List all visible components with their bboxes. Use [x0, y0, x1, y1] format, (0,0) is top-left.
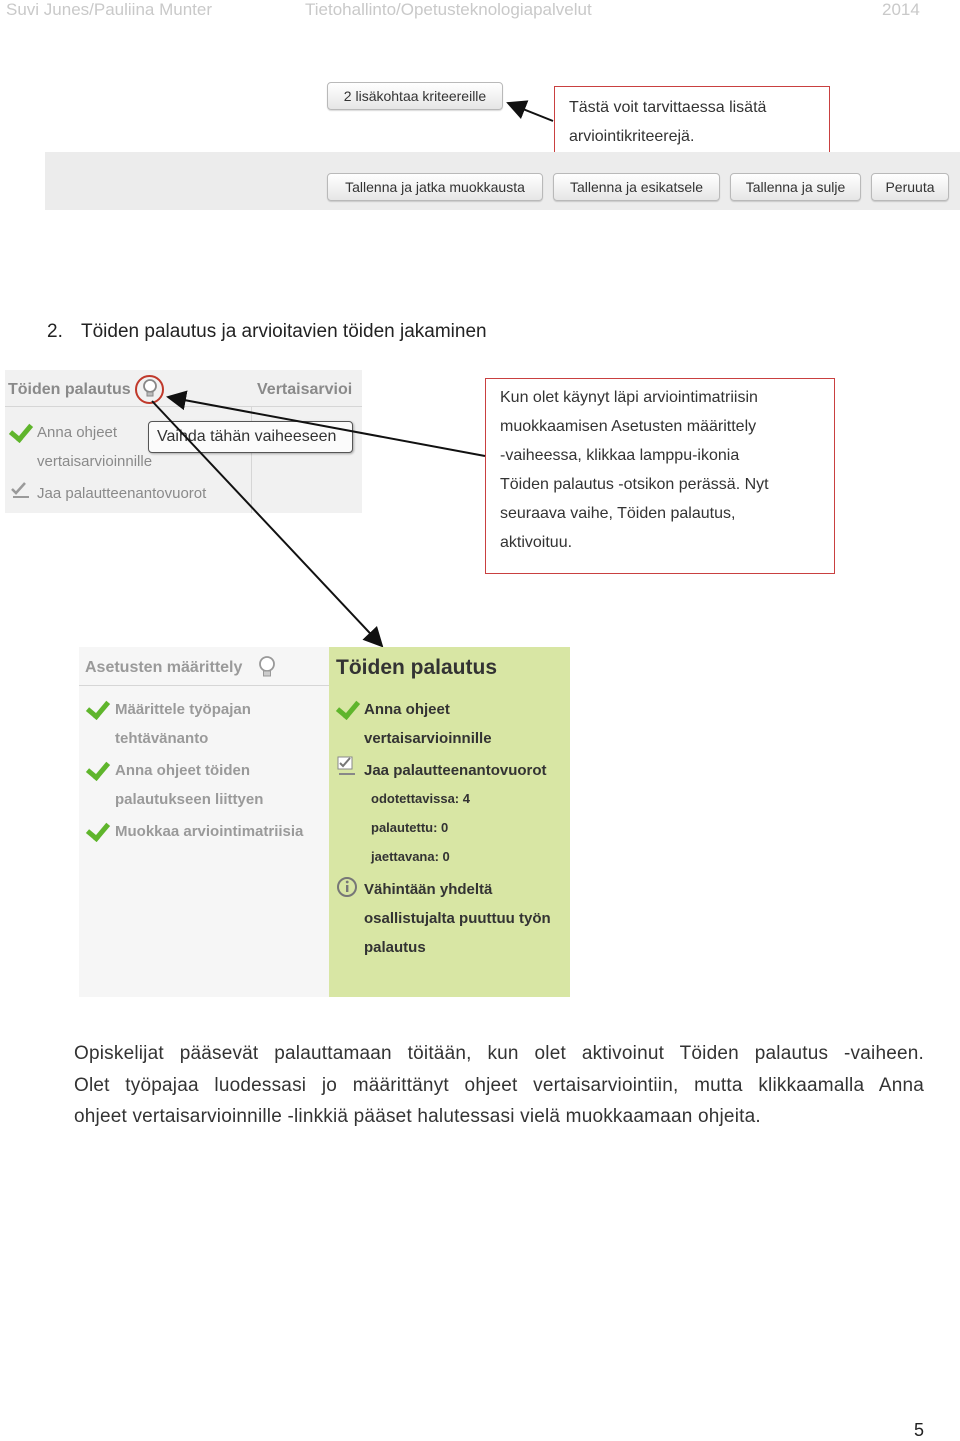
- check-icon: [86, 817, 110, 842]
- callout-line: arviointikriteerejä.: [569, 128, 695, 145]
- allocate-icon: [335, 755, 359, 777]
- warning-line: Vähintään yhdeltä: [364, 881, 493, 898]
- phase-submission-title: Töiden palautus: [336, 656, 498, 679]
- callout-line: seuraava vaihe, Töiden palautus,: [500, 505, 736, 522]
- header-divider: [79, 685, 329, 686]
- header-year: 2014: [882, 0, 920, 19]
- save-continue-button[interactable]: Tallenna ja jatka muokkausta: [327, 173, 543, 201]
- setup-item-3[interactable]: Muokkaa arviointimatriisia: [115, 823, 304, 840]
- arrow-to-lamp: [168, 397, 485, 456]
- allocate-link[interactable]: Jaa palautteenantovuorot: [37, 485, 207, 502]
- switch-phase-tooltip: Vaihda tähän vaiheeseen: [148, 421, 353, 453]
- page-number: 5: [913, 1420, 924, 1440]
- arrow-to-add-criteria: [508, 103, 553, 121]
- instructions-link-line2[interactable]: vertaisarvioinnille: [37, 453, 153, 470]
- lightbulb-icon[interactable]: [257, 655, 277, 679]
- paragraph-line: Opiskelijat pääsevät palauttamaan töitään, kun olet aktivoinut Töiden palautus -vaiheen.: [74, 1043, 924, 1064]
- info-icon: [336, 876, 358, 898]
- phase-setup-title[interactable]: Asetusten määrittely: [85, 659, 243, 676]
- stat-expected: odotettavissa: 4: [371, 791, 470, 806]
- submission-item-1[interactable]: Anna ohjeet: [364, 701, 450, 718]
- annotation-arrows: [0, 0, 960, 700]
- check-icon: [86, 756, 110, 781]
- header-department: Tietohallinto/Opetusteknologiapalvelut: [305, 0, 592, 19]
- setup-item-1[interactable]: Määrittele työpajan: [115, 701, 251, 718]
- callout-line: Kun olet käynyt läpi arviointimatriisin: [500, 389, 758, 406]
- callout-line: -vaiheessa, klikkaa lamppu-ikonia: [500, 447, 740, 464]
- setup-item-2-line2[interactable]: palautukseen liittyen: [115, 791, 264, 808]
- submission-item-1-line2[interactable]: vertaisarvioinnille: [364, 730, 492, 747]
- phase-setup-column: [79, 647, 330, 997]
- allocate-link[interactable]: Jaa palautteenantovuorot: [364, 762, 547, 779]
- check-icon: [336, 695, 360, 720]
- instructions-link[interactable]: Anna ohjeet: [37, 424, 118, 441]
- body-paragraph: [74, 1038, 924, 1133]
- save-close-button[interactable]: Tallenna ja sulje: [730, 173, 861, 201]
- setup-item-1-line2[interactable]: tehtävänanto: [115, 730, 209, 747]
- save-preview-button[interactable]: Tallenna ja esikatsele: [553, 173, 720, 201]
- large-screenshot: [79, 647, 570, 997]
- header-authors: Suvi Junes/Pauliina Munter: [6, 0, 213, 19]
- cancel-button[interactable]: Peruuta: [871, 173, 949, 201]
- callout-line: aktivoituu.: [500, 534, 573, 551]
- warning-line: osallistujalta puuttuu työn: [364, 910, 551, 927]
- paragraph-line: ohjeet vertaisarvioinnille -linkkiä pääset halutessasi vielä muokkaamaan ohjeita.: [74, 1106, 761, 1127]
- stat-submitted: palautettu: 0: [371, 820, 449, 835]
- section-number: 2.: [47, 321, 63, 342]
- setup-item-2[interactable]: Anna ohjeet töiden: [115, 762, 250, 779]
- stat-to-allocate: jaettavana: 0: [371, 849, 450, 864]
- paragraph-line: Olet työpajaa luodessasi jo määrittänyt ohjeet vertaisarviointiin, mutta klikkaamalla Anna: [74, 1074, 924, 1096]
- add-criteria-button[interactable]: 2 lisäkohtaa kriteereille: [327, 82, 503, 110]
- tab-assessment[interactable]: Vertaisarvioi: [257, 381, 353, 398]
- phase-submission-column: [329, 647, 570, 997]
- tab-submission[interactable]: Töiden palautus: [8, 381, 131, 398]
- callout-line: Töiden palautus -otsikon perässä. Nyt: [500, 476, 769, 493]
- callout-line: muokkaamisen Asetusten määrittely: [500, 418, 757, 435]
- arrow-to-phase: [152, 401, 382, 646]
- section-title: Töiden palautus ja arvioitavien töiden jakaminen: [81, 321, 487, 342]
- callout-line: Tästä voit tarvittaessa lisätä: [569, 99, 767, 116]
- check-icon: [86, 695, 110, 720]
- warning-line: palautus: [364, 939, 426, 956]
